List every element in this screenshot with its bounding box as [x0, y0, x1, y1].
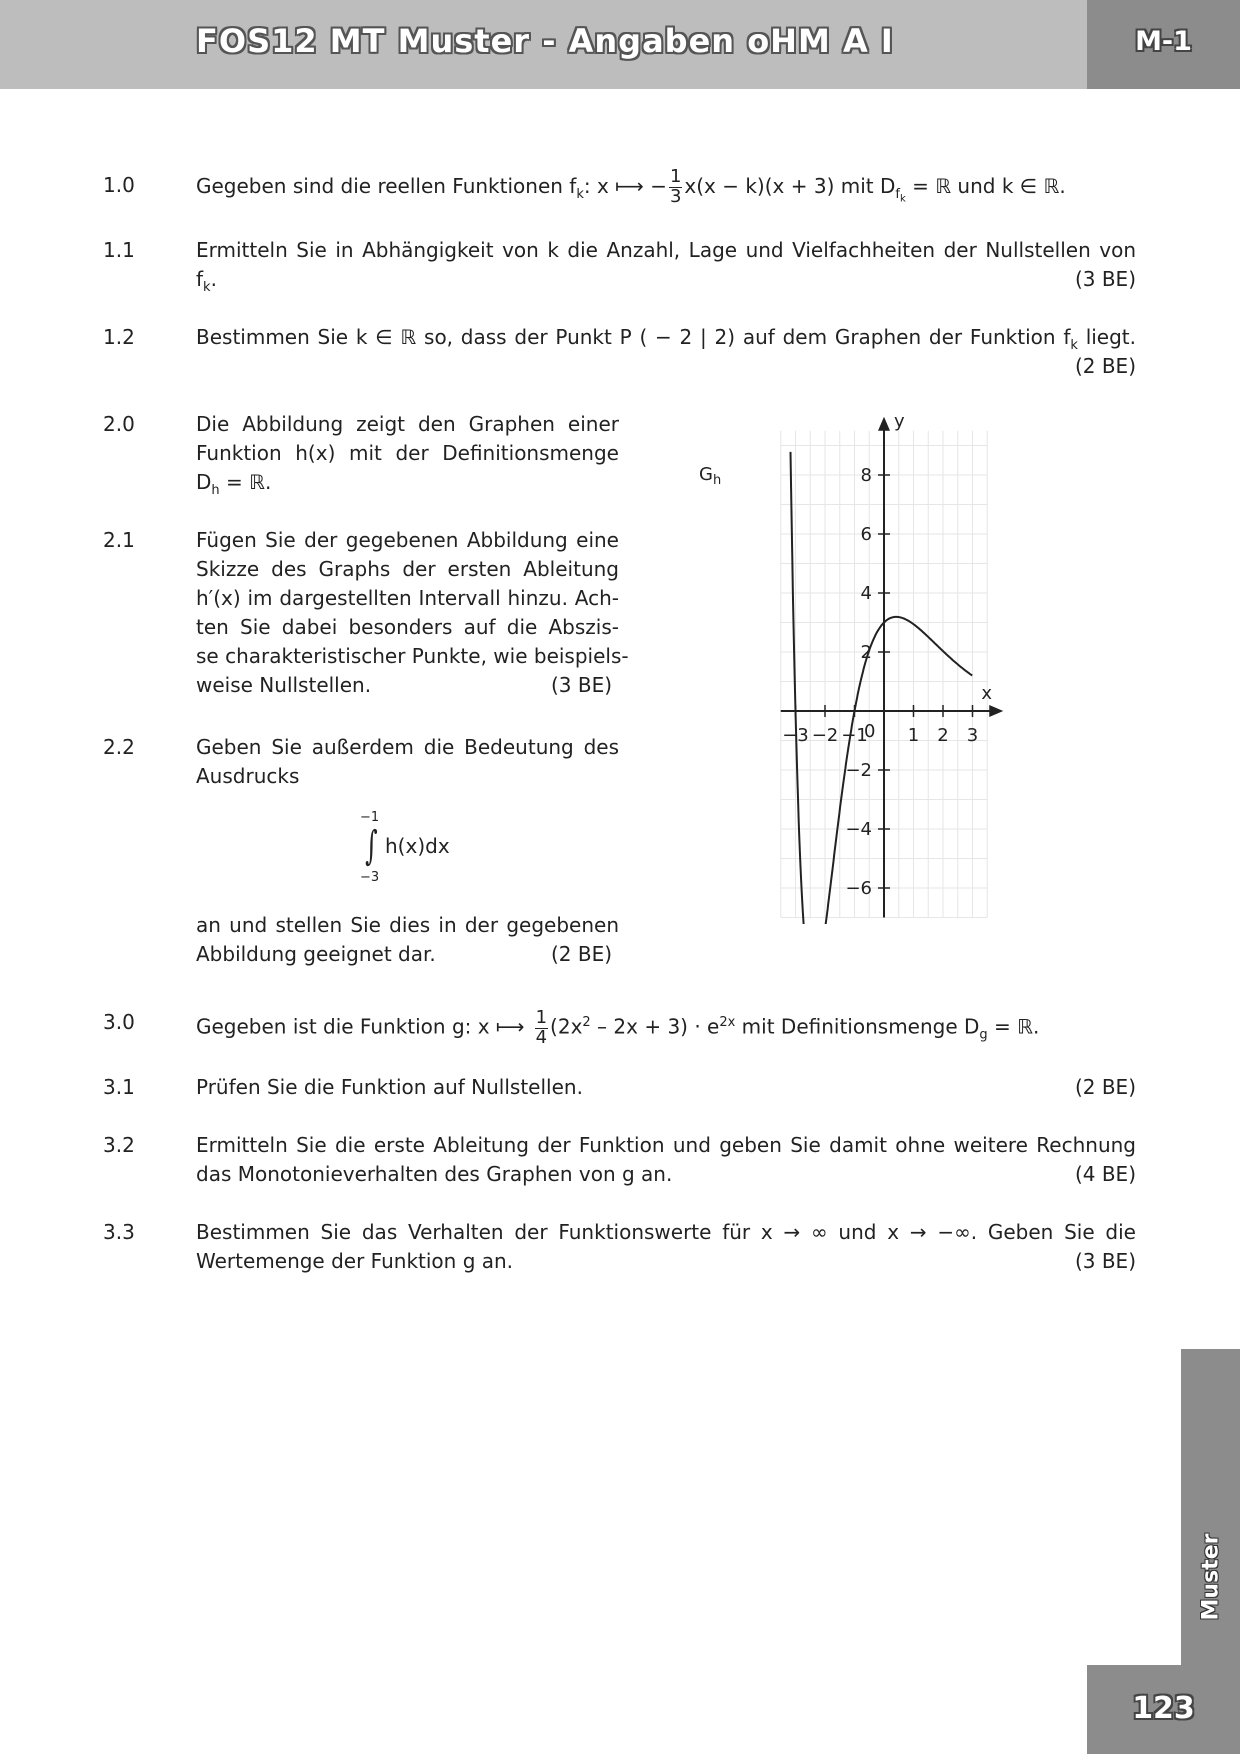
domain-subsub: k [899, 193, 906, 205]
task-1-1-line2-sub: k [203, 280, 211, 295]
y-tick-label: −6 [845, 878, 872, 899]
task-number: 2.2 [103, 735, 135, 759]
points-label: (4 BE) [1074, 1162, 1136, 1186]
task-number: 1.0 [103, 173, 135, 197]
x-axis-arrow [989, 705, 1003, 717]
side-tab-label: Muster [1198, 1533, 1223, 1621]
curve-label: $G_h$ [699, 464, 722, 488]
task-2-0-line1: Die Abbildung zeigt den Graphen einer [196, 412, 619, 436]
task-1-0-a: Gegeben sind die reellen Funktionen f [196, 174, 577, 198]
task-number: 3.2 [103, 1133, 135, 1157]
fraction-numerator: 1 [669, 166, 682, 188]
task-3-0-b-sup: 2 [582, 1015, 591, 1030]
section-code: M-1 [1135, 26, 1192, 57]
task-3-0-a: Gegeben ist die Funktion g: x ⟼ [196, 1014, 525, 1039]
task-number: 1.2 [103, 325, 135, 349]
x-tick-label: −1 [841, 725, 868, 746]
task-1-0-d-sub [895, 187, 906, 205]
task-1-0-c: x(x − k)(x + 3) mit D [684, 174, 896, 198]
y-axis-arrow [878, 417, 890, 431]
y-tick-label: −2 [845, 760, 872, 781]
task-number: 3.3 [103, 1220, 135, 1244]
task-number: 1.1 [103, 238, 135, 262]
task-2-1-line4: ten Sie dabei besonders auf die Abszis- [196, 615, 619, 639]
page-number-box [1087, 1665, 1240, 1754]
task-3-1-line1: Prüfen Sie die Funktion auf Nullstellen. [196, 1075, 583, 1099]
y-tick-label: 2 [860, 642, 872, 663]
task-3-3-line1: Bestimmen Sie das Verhalten der Funktionswerte für x → ∞ und x → −∞. Geben Sie die [196, 1220, 1136, 1244]
task-2-2-line1: Geben Sie außerdem die Bedeutung des [196, 735, 619, 759]
domain-sub: f [895, 187, 900, 202]
task-2-0-line3-sub: h [211, 483, 220, 498]
points-label: (3 BE) [1074, 1249, 1136, 1273]
x-tick-label: 2 [937, 725, 949, 746]
points-label: (3 BE) [551, 673, 613, 697]
integral-upper-limit: −1 [360, 810, 380, 825]
task-1-0-b: : x ⟼ − [583, 174, 667, 198]
task-number: 3.0 [103, 1010, 135, 1034]
task-1-0-a-sub: k [576, 187, 584, 202]
x-tick-label: −2 [811, 725, 839, 746]
task-2-0-line3b: = ℝ. [219, 470, 272, 494]
task-2-0-line3a: D [196, 470, 212, 494]
task-3-0-b: (2x [550, 1014, 583, 1039]
page-title: FOS12 MT Muster - Angaben oHM A I [196, 22, 894, 60]
integral-lower-limit: −3 [360, 870, 380, 885]
section-code-box [1087, 0, 1240, 89]
task-3-0-e: = ℝ. [987, 1014, 1040, 1039]
task-2-0-line2: Funktion h(x) mit der Definitionsmenge [196, 441, 619, 465]
task-2-2-line4: Abbildung geeignet dar. [196, 942, 436, 966]
task-1-1-line1: Ermitteln Sie in Abhängigkeit von k die Anzahl, Lage und Vielfachheiten der Nullstellen von [196, 238, 1136, 262]
fraction-denominator: 3 [669, 186, 682, 207]
task-1-1-line2 [196, 265, 217, 302]
task-3-0-d-sub: g [979, 1027, 988, 1043]
points-label: (2 BE) [1074, 1075, 1136, 1099]
y-axis-label: y [894, 414, 905, 432]
task-1-2-line1-sub: k [1070, 338, 1078, 353]
task-3-2-line2: das Monotonieverhalten des Graphen von g an. [196, 1162, 673, 1186]
task-2-1-line1: Fügen Sie der gegebenen Abbildung eine [196, 528, 619, 552]
fraction [535, 1006, 548, 1048]
task-number: 2.1 [103, 528, 135, 552]
x-axis-label: x [981, 683, 993, 704]
task-1-2-line1 [196, 323, 1136, 360]
x-tick-label: 3 [966, 725, 979, 746]
task-3-2-line1: Ermitteln Sie die erste Ableitung der Funktion und geben Sie damit ohne weitere Rechnung [196, 1133, 1136, 1157]
header-bar [0, 0, 1087, 89]
y-tick-label: −4 [845, 819, 872, 840]
x-tick-label: −3 [782, 725, 809, 746]
task-2-2-line3: an und stellen Sie dies in der gegebenen [196, 913, 619, 937]
points-label: (2 BE) [1074, 354, 1136, 378]
task-1-0-text [196, 154, 1066, 232]
task-2-2-line2: Ausdrucks [196, 764, 300, 788]
task-number: 3.1 [103, 1075, 135, 1099]
task-1-2-line1-main: Bestimmen Sie k ∈ ℝ so, dass der Punkt P ( − 2 | 2) auf dem Graphen der Funktion f [196, 325, 1071, 349]
task-2-1-line3: h′(x) im dargestellten Intervall hinzu. Ach- [196, 586, 619, 610]
task-number: 2.0 [103, 412, 135, 436]
side-tab-label-wrap [1181, 1349, 1240, 1665]
graph-axes [781, 414, 1004, 918]
origin-label: 0 [864, 721, 876, 742]
task-3-3-line2: Wertemenge der Funktion g an. [196, 1249, 514, 1273]
task-1-2-line1-end: liegt. [1077, 325, 1137, 349]
x-tick-label: 1 [907, 725, 920, 746]
task-1-0-e: = ℝ und k ∈ ℝ. [905, 174, 1066, 198]
y-tick-label: 8 [860, 465, 872, 486]
y-tick-label: 6 [860, 524, 872, 545]
points-label: (3 BE) [1074, 267, 1136, 291]
task-2-1-line6: weise Nullstellen. [196, 673, 372, 697]
fraction-numerator: 1 [535, 1006, 548, 1028]
task-1-1-line2b: . [210, 267, 217, 291]
task-2-0-line3 [196, 468, 271, 505]
page-number: 123 [1132, 1691, 1195, 1726]
integral-sign: ∫ [365, 823, 378, 869]
y-tick-label: 4 [860, 583, 872, 604]
task-1-1-line2a: f [196, 267, 204, 291]
points-label: (2 BE) [551, 942, 613, 966]
fraction [669, 168, 682, 207]
task-2-1-line2: Skizze des Graphs der ersten Ableitung [196, 557, 619, 581]
curve-gh [791, 452, 973, 924]
integral-expression [355, 810, 475, 890]
task-3-0-text [196, 991, 1039, 1068]
function-graph [676, 414, 1096, 924]
task-2-1-line5: se charakteristischer Punkte, wie beispiels- [196, 644, 629, 668]
task-3-0-d: mit Definitionsmenge D [735, 1014, 980, 1039]
integral-body: h(x)dx [385, 834, 450, 858]
task-3-0-c: – 2x + 3) · e [590, 1014, 720, 1039]
fraction-denominator: 4 [535, 1026, 548, 1048]
task-3-0-c-sup: 2x [719, 1015, 736, 1030]
